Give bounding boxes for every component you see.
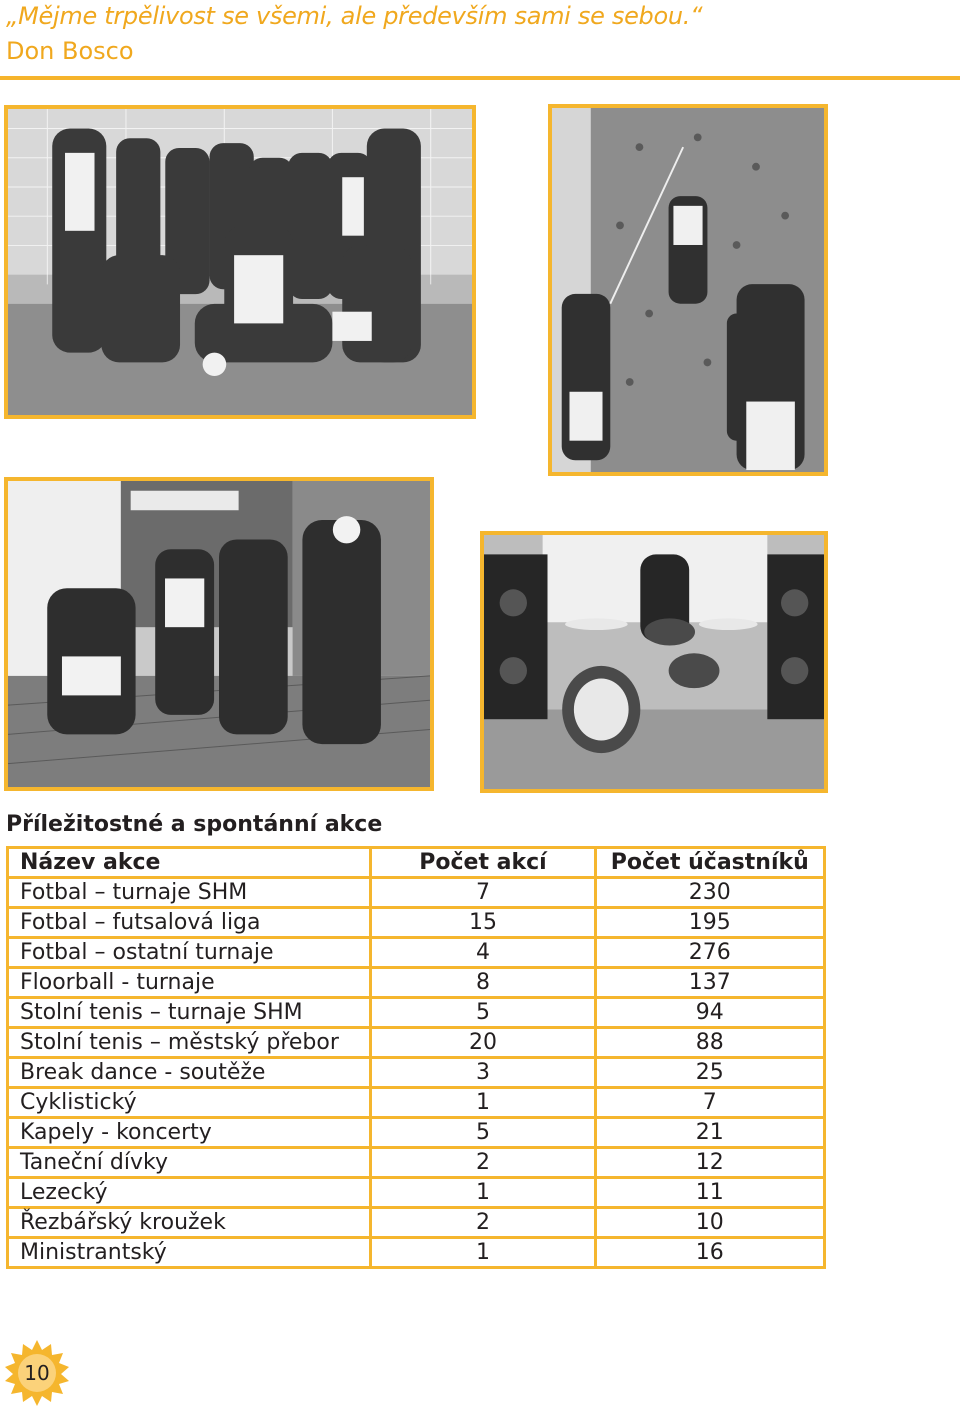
table-row — [8, 1178, 825, 1208]
participant-count: 10 — [595, 1208, 824, 1238]
event-name: Stolní tenis – městský přebor — [8, 1028, 371, 1058]
participant-count: 16 — [595, 1238, 824, 1268]
event-count: 8 — [371, 968, 595, 998]
participant-count: 7 — [595, 1088, 824, 1118]
event-count: 3 — [371, 1058, 595, 1088]
photo-break-dance — [4, 477, 434, 791]
header-participant-count: Počet účastníků — [595, 848, 824, 878]
table-row — [8, 998, 825, 1028]
event-name: Stolní tenis – turnaje SHM — [8, 998, 371, 1028]
event-name: Taneční dívky — [8, 1148, 371, 1178]
table-row — [8, 968, 825, 998]
event-count: 15 — [371, 908, 595, 938]
events-table — [6, 846, 826, 1269]
participant-count: 21 — [595, 1118, 824, 1148]
participant-count: 12 — [595, 1148, 824, 1178]
participant-count: 25 — [595, 1058, 824, 1088]
event-name: Floorball - turnaje — [8, 968, 371, 998]
page-number-badge — [4, 1340, 70, 1406]
participant-count: 276 — [595, 938, 824, 968]
event-name: Cyklistický — [8, 1088, 371, 1118]
event-name: Kapely - koncerty — [8, 1118, 371, 1148]
event-count: 4 — [371, 938, 595, 968]
event-name: Break dance - soutěže — [8, 1058, 371, 1088]
header-divider — [0, 76, 960, 80]
table-row — [8, 908, 825, 938]
table-row — [8, 1088, 825, 1118]
event-name: Ministrantský — [8, 1238, 371, 1268]
header-event-name: Název akce — [8, 848, 371, 878]
participant-count: 230 — [595, 878, 824, 908]
participant-count: 195 — [595, 908, 824, 938]
participant-count: 11 — [595, 1178, 824, 1208]
table-header-row — [8, 848, 825, 878]
event-count: 5 — [371, 1118, 595, 1148]
photo-climbing-wall — [548, 104, 828, 476]
photo-drum-kit — [480, 531, 828, 793]
quote-author: Don Bosco — [6, 37, 134, 65]
table-row — [8, 878, 825, 908]
event-name: Fotbal – turnaje SHM — [8, 878, 371, 908]
participant-count: 94 — [595, 998, 824, 1028]
table-row — [8, 938, 825, 968]
table-row — [8, 1058, 825, 1088]
table-row — [8, 1238, 825, 1268]
event-name: Fotbal – futsalová liga — [8, 908, 371, 938]
event-count: 1 — [371, 1238, 595, 1268]
page-number: 10 — [24, 1361, 50, 1385]
event-count: 5 — [371, 998, 595, 1028]
event-count: 20 — [371, 1028, 595, 1058]
event-count: 1 — [371, 1088, 595, 1118]
section-title: Příležitostné a spontánní akce — [6, 812, 383, 837]
event-count: 2 — [371, 1148, 595, 1178]
event-name: Řezbářský kroužek — [8, 1208, 371, 1238]
table-row — [8, 1028, 825, 1058]
table-row — [8, 1148, 825, 1178]
event-name: Lezecký — [8, 1178, 371, 1208]
event-name: Fotbal – ostatní turnaje — [8, 938, 371, 968]
table-row — [8, 1208, 825, 1238]
table-row — [8, 1118, 825, 1148]
header-event-count: Počet akcí — [371, 848, 595, 878]
participant-count: 137 — [595, 968, 824, 998]
event-count: 1 — [371, 1178, 595, 1208]
page-quote: „Mějme trpělivost se všemi, ale především sami se sebou.“ — [6, 2, 703, 30]
participant-count: 88 — [595, 1028, 824, 1058]
event-count: 7 — [371, 878, 595, 908]
photo-football-team — [4, 105, 476, 419]
event-count: 2 — [371, 1208, 595, 1238]
